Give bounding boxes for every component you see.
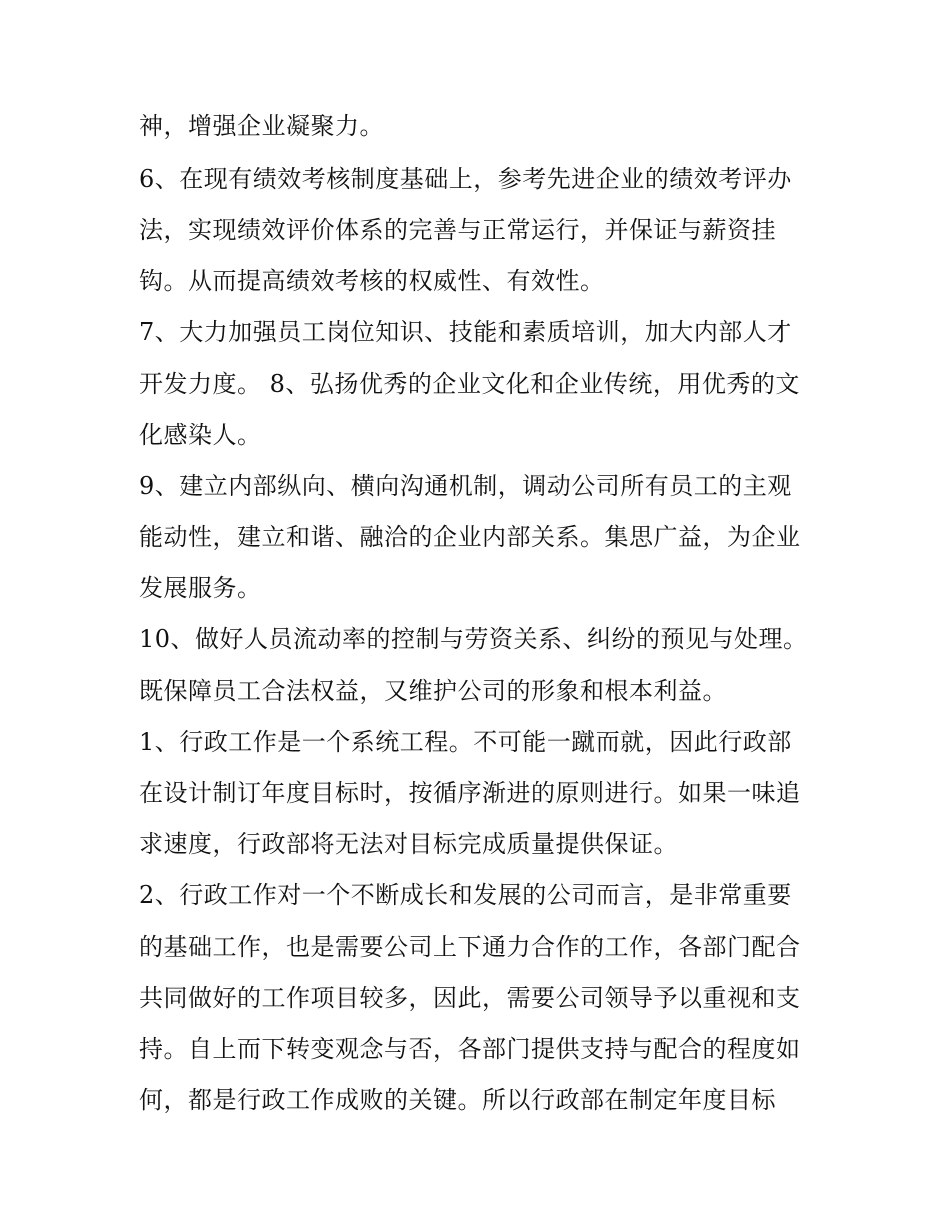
text-line: 9、建立内部纵向、横向沟通机制，调动公司所有员工的主观: [139, 472, 792, 500]
text-line: 开发力度。 8、弘扬优秀的企业文化和企业传统，用优秀的文: [139, 370, 800, 398]
text-line: 10、做好人员流动率的控制与劳资关系、纠纷的预见与处理。: [139, 625, 808, 653]
text-line: 1、行政工作是一个系统工程。不可能一蹴而就，因此行政部: [139, 728, 792, 756]
text-line: 神，增强企业凝聚力。: [139, 112, 384, 140]
text-line: 7、大力加强员工岗位知识、技能和素质培训，加大内部人才: [139, 318, 792, 346]
text-line: 2、行政工作对一个不断成长和发展的公司而言，是非常重要: [139, 881, 792, 909]
text-line: 共同做好的工作项目较多，因此，需要公司领导予以重视和支: [139, 984, 801, 1012]
text-line: 何，都是行政工作成败的关键。所以行政部在制定年度目标: [139, 1086, 776, 1114]
text-line: 能动性，建立和谐、融洽的企业内部关系。集思广益，为企业: [139, 523, 801, 551]
text-line: 持。自上而下转变观念与否，各部门提供支持与配合的程度如: [139, 1035, 801, 1063]
text-line: 求速度，行政部将无法对目标完成质量提供保证。: [139, 830, 678, 858]
text-line: 发展服务。: [139, 574, 262, 602]
text-line: 的基础工作，也是需要公司上下通力合作的工作，各部门配合: [139, 933, 801, 961]
text-line: 6、在现有绩效考核制度基础上，参考先进企业的绩效考评办: [139, 165, 792, 193]
text-line: 既保障员工合法权益，又维护公司的形象和根本利益。: [139, 677, 727, 705]
text-line: 法，实现绩效评价体系的完善与正常运行，并保证与薪资挂: [139, 216, 776, 244]
text-line: 钩。从而提高绩效考核的权威性、有效性。: [139, 267, 605, 295]
text-line: 化感染人。: [139, 421, 262, 449]
text-line: 在设计制订年度目标时，按循序渐进的原则进行。如果一味追: [139, 779, 801, 807]
